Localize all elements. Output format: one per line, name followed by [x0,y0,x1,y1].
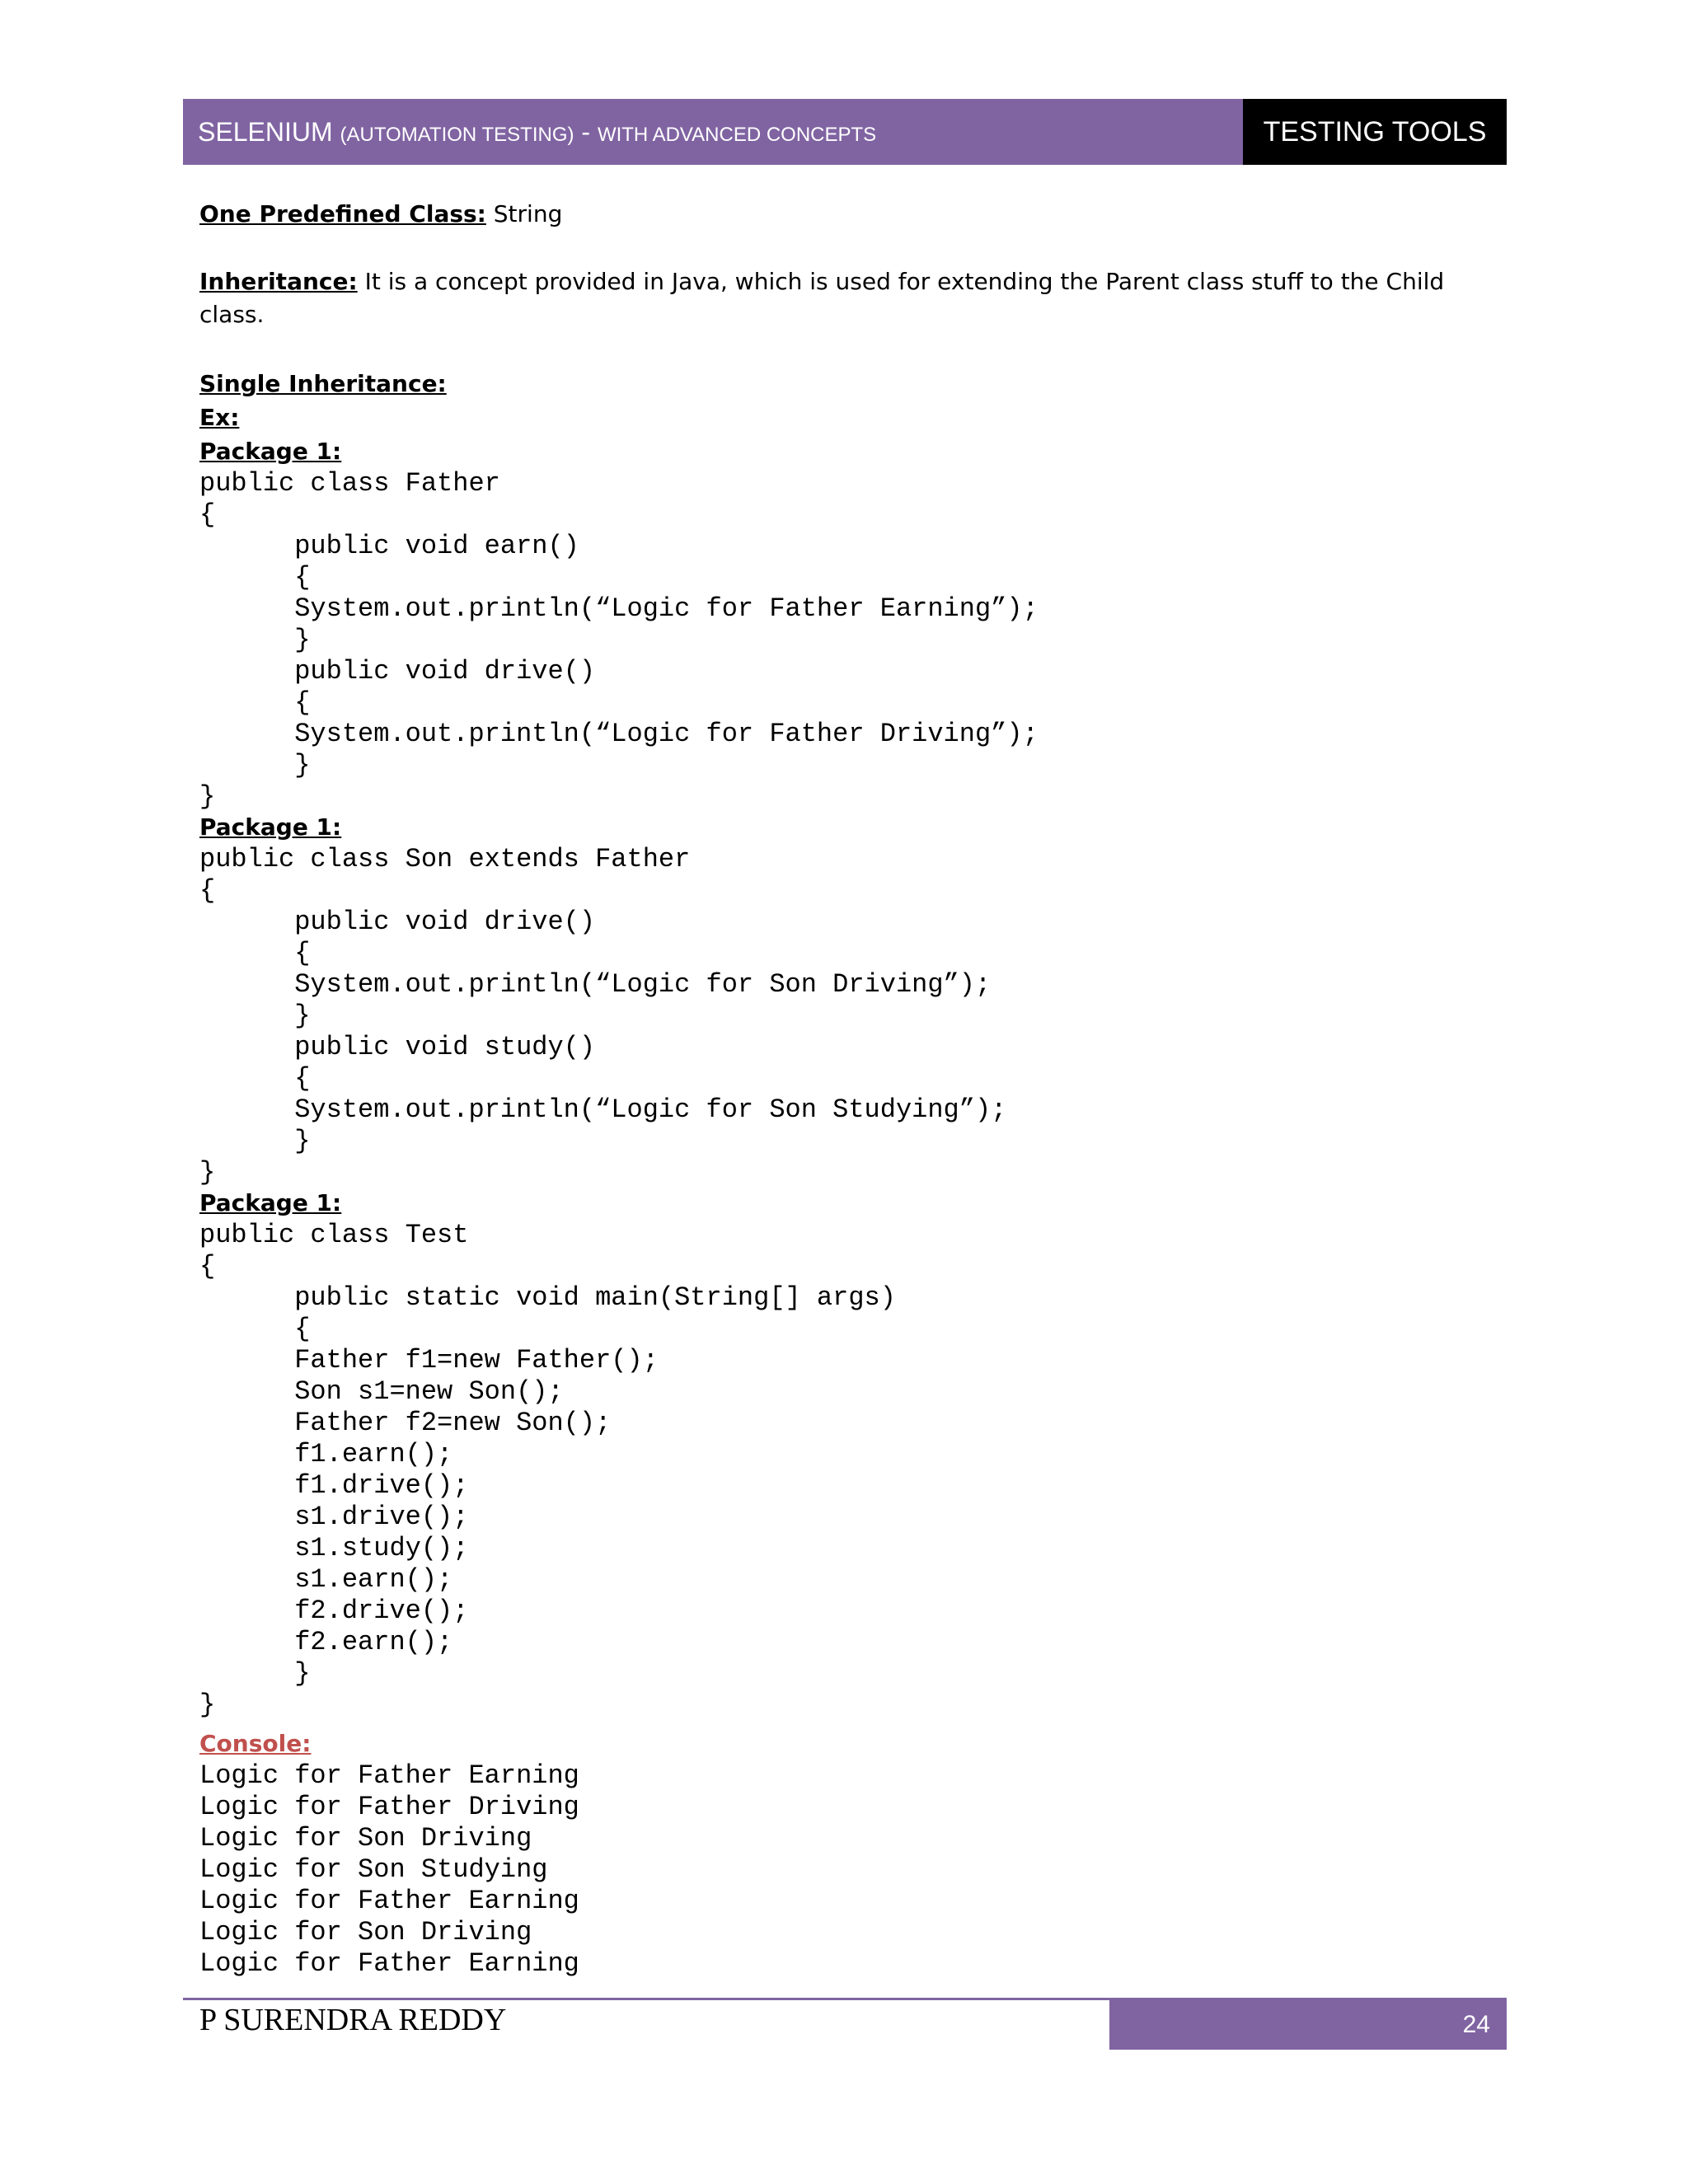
single-inheritance-heading: Single Inheritance: [199,370,447,397]
footer-author: P SURENDRA REDDY [199,2003,507,2037]
header-title-paren: (AUTOMATION TESTING) [340,124,574,146]
inheritance-text: It is a concept provided in Java, which is used for extending the Parent class stuff to the Child class. [199,268,1445,328]
page-header [183,99,1507,165]
package-label-3: Package 1: [199,1189,342,1216]
header-section: TESTING TOOLS [1243,99,1507,165]
code-father-class: public class Father { public void earn() { System.out.println(“Logic for Father Earning”); } public void drive() { System.out.println(“Logic for Father Driving”); } } [199,468,1039,812]
code-son-class: public class Son extends Father { public void drive() { System.out.println(“Logic for Son Driving”); } public void study() { System.out.println(“Logic for Son Studying”); } } [199,844,1007,1188]
header-title [183,99,1243,165]
header-title-sep: - [574,117,598,147]
console-label: Console: [199,1730,312,1757]
predefined-class-value: String [485,200,563,227]
inheritance-label: Inheritance: [199,268,358,295]
header-title-main: SELENIUM [198,117,333,147]
inheritance-paragraph [199,265,1452,331]
package-label-1: Package 1: [199,438,342,465]
header-title-rest: WITH ADVANCED CONCEPTS [597,124,877,146]
predefined-class-line [199,198,562,231]
code-test-class: public class Test { public static void main(String[] args) { Father f1=new Father(); Son s1=new Son(); Father f2=new Son(); f1.earn(); f1.drive(); s1.drive(); s1.study(); s1.earn(); f2.drive(); f2.earn(); } } [199,1220,896,1720]
example-heading: Ex: [199,404,240,431]
package-label-2: Package 1: [199,813,342,841]
predefined-class-label: One Predefined Class: [199,200,486,227]
console-output: Logic for Father Earning Logic for Father Driving Logic for Son Driving Logic for Son Studying Logic for Father Earning Logic for Son Driving Logic for Father Earning [199,1760,579,1979]
footer-page-number: 24 [1109,2000,1507,2050]
